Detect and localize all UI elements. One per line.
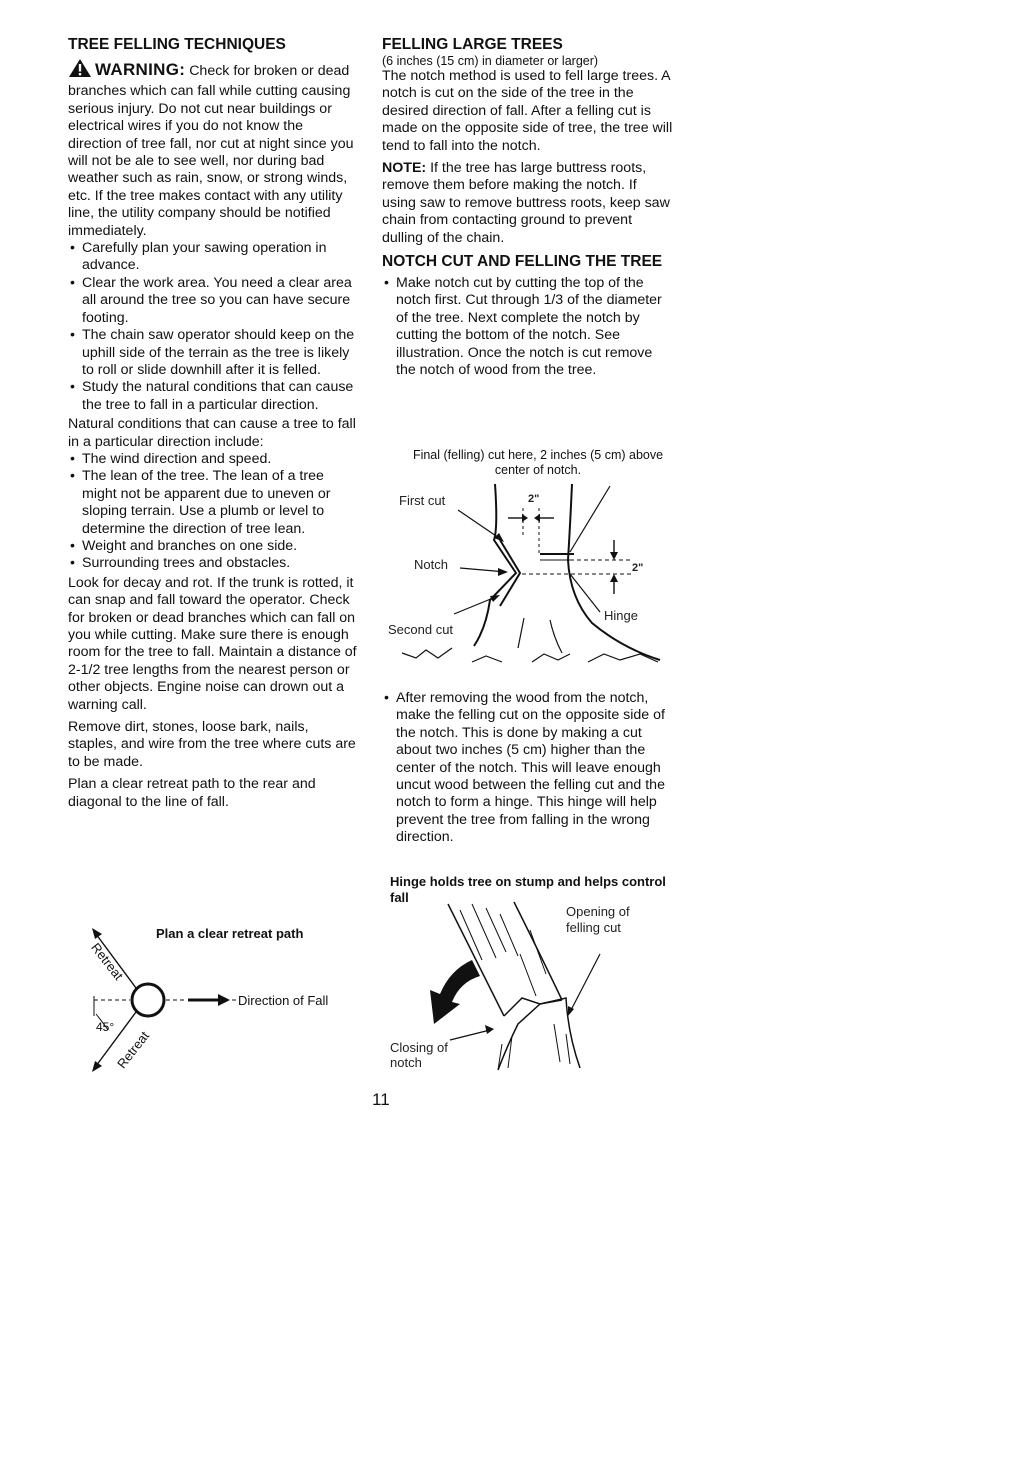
list-item: • Carefully plan your sawing operation in advance. <box>68 240 360 275</box>
closing-of-notch-label: Closing of notch <box>390 1040 448 1070</box>
hinge-label: Hinge <box>604 608 638 623</box>
left-column <box>68 36 360 816</box>
list-item: • The lean of the tree. The lean of a tree might not be apparent due to uneven or sloping terrain. Use a plumb or level to determine the direction of tree lean. <box>68 468 360 538</box>
note-text: If the tree has large buttress roots, remove them before making the notch. If using saw to remove buttress roots, keep saw chain from contacting ground to prevent dulling of the chain. <box>382 160 670 246</box>
retreat-label-upper: Retreat <box>88 940 127 983</box>
list-item: • After removing the wood from the notch, make the felling cut on the opposite side of the notch. This is done by making a cut about two inches (5 cm) higher than the center of the notch. This will leave enough uncut wood between the felling cut and the notch to form a hinge. This hinge will help prevent the tree from falling in the wrong direction. <box>382 690 674 847</box>
hinge-figure <box>390 874 680 1074</box>
section-heading-felling-large-trees: FELLING LARGE TREES <box>382 36 563 53</box>
warning-text: Check for broken or dead branches which can fall while cutting causing serious injury. Do not cut near buildings or electrical wires if you do not know the direction of tree fall, nor cut at night since you will not be ale to see well, nor during bad weather such as rain, snow, or strong winds, etc. If the tree makes contact with any utility line, the utility company should be notified immediately. <box>68 63 354 239</box>
second-cut-label: Second cut <box>388 622 454 637</box>
retreat-path-figure <box>86 920 356 1080</box>
felling-bullet-list <box>382 690 674 847</box>
notch-bullet-list <box>382 275 674 379</box>
note-paragraph <box>382 160 674 247</box>
natural-conditions-list <box>68 451 360 573</box>
direction-of-fall-label: Direction of Fall <box>238 993 329 1008</box>
list-item: • Study the natural conditions that can cause the tree to fall in a particular direction. <box>68 379 360 414</box>
decay-paragraph: Look for decay and rot. If the trunk is rotted, it can snap and fall toward the operator. Check for broken or dead branches which can fall on you while cutting. Make sure there is enough room for the tree to fall. Maintain a distance of 2-1/2 tree lengths from the nearest person or other objects. Engine noise can drown out a warning call. <box>68 574 357 713</box>
planning-bullet-list <box>68 240 360 414</box>
retreat-figure-caption: Plan a clear retreat path <box>156 926 304 941</box>
section-heading-tree-felling: TREE FELLING TECHNIQUES <box>68 36 286 53</box>
retreat-label-lower: Retreat <box>114 1028 153 1072</box>
warning-paragraph <box>68 58 360 240</box>
remove-debris-paragraph: Remove dirt, stones, loose bark, nails, staples, and wire from the tree where cuts are to be made. <box>68 719 356 770</box>
dimension-side-label: 2" <box>632 562 644 574</box>
opening-of-felling-cut-label: Opening of felling cut <box>566 904 630 935</box>
notch-label: Notch <box>414 557 448 572</box>
warning-label: WARNING: <box>95 60 186 79</box>
retreat-path-paragraph: Plan a clear retreat path to the rear and diagonal to the line of fall. <box>68 776 316 810</box>
dimension-top-label: 2" <box>528 493 540 505</box>
first-cut-label: First cut <box>399 493 446 508</box>
list-item: • The wind direction and speed. <box>68 451 360 468</box>
note-label: NOTE: <box>382 160 427 177</box>
list-item: • Surrounding trees and obstacles. <box>68 555 360 572</box>
hinge-figure-caption: Hinge holds tree on stump and helps control fall <box>390 874 666 905</box>
list-item: • Weight and branches on one side. <box>68 538 360 555</box>
list-item: • Make notch cut by cutting the top of the notch first. Cut through 1/3 of the diameter of the tree. Next complete the notch by cutting the bottom of the notch. See illustration. Once the notch is cut remove the notch of wood from the tree. <box>382 275 674 379</box>
notch-method-paragraph: The notch method is used to fell large trees. A notch is cut on the side of the tree in the desired direction of fall. After a felling cut is made on the opposite side of tree, the tree will tend to fall into the notch. <box>382 68 673 154</box>
section-heading-notch-cut: NOTCH CUT AND FELLING THE TREE <box>382 253 663 271</box>
natural-conditions-intro: Natural conditions that can cause a tree to fall in a particular direction include: <box>68 416 356 450</box>
list-item: • Clear the work area. You need a clear area all around the tree so you can have secure footing. <box>68 275 360 327</box>
page-number: 11 <box>372 1090 390 1109</box>
size-subnote: (6 inches (15 cm) in diameter or larger) <box>382 54 599 68</box>
final-cut-label: Final (felling) cut here, 2 inches (5 cm) above center of notch. <box>412 448 664 477</box>
felling-cut-section <box>382 690 674 849</box>
angle-label: 45° <box>96 1020 115 1034</box>
right-column <box>382 36 674 382</box>
notch-cut-figure <box>382 448 682 683</box>
warning-triangle-icon <box>68 58 92 83</box>
list-item: • The chain saw operator should keep on the uphill side of the terrain as the tree is likely to roll or slide downhill after it is felled. <box>68 327 360 379</box>
